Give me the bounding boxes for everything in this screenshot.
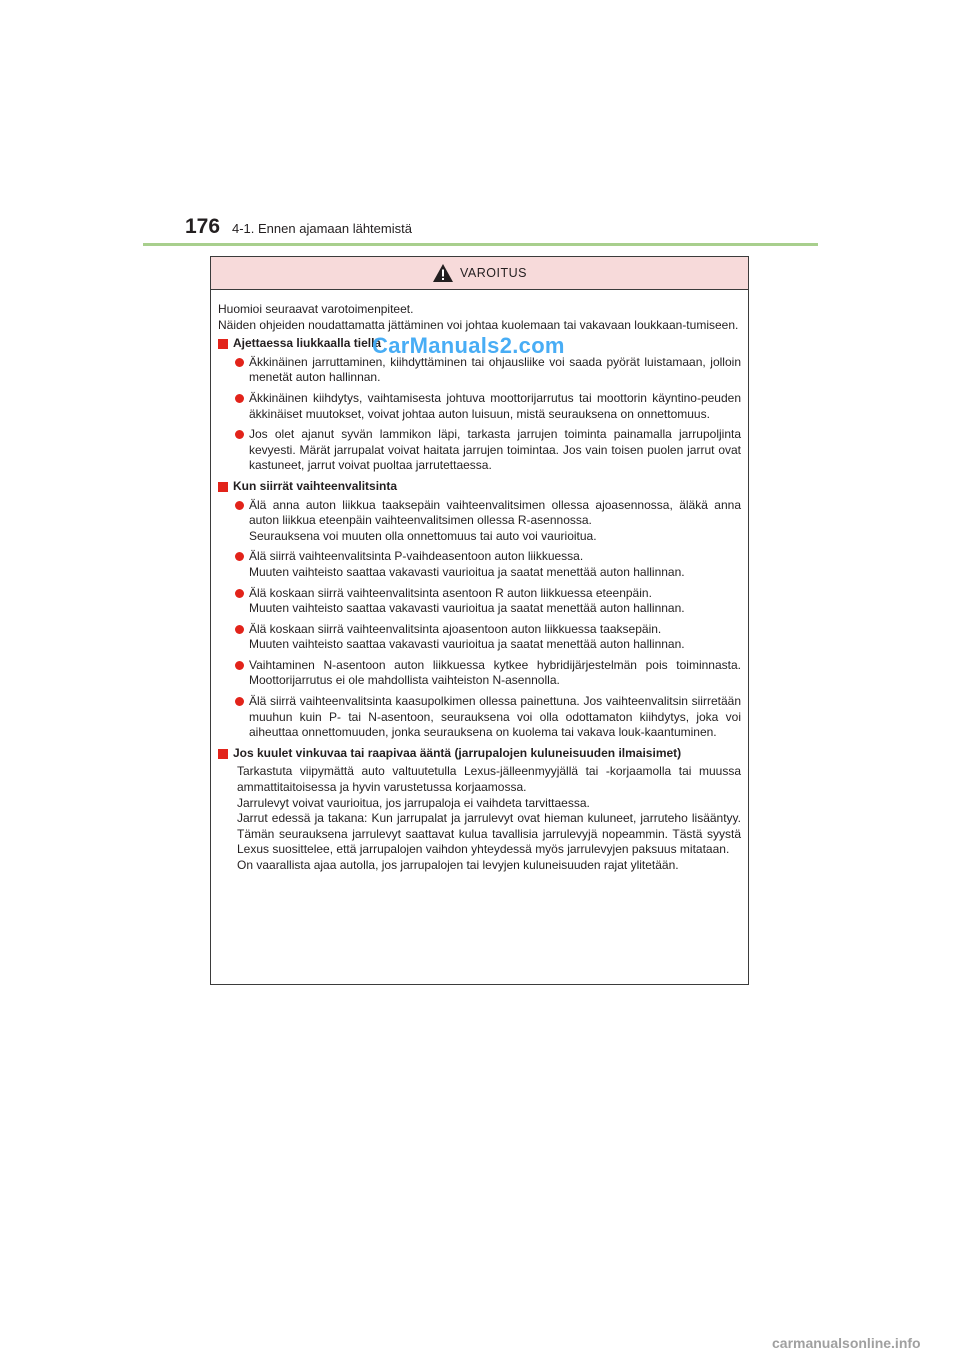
warning-box (210, 256, 749, 985)
header-rule (143, 243, 818, 246)
red-bullet-icon (235, 661, 244, 670)
page-number: 176 (185, 215, 221, 238)
bullet-item: Vaihtaminen N-asentoon auton liikkuessa kytkee hybridijärjestelmän pois toiminnasta. Moottorijarrutus ei ole mahdollista vaihteiston N-asennolla. (218, 658, 741, 689)
red-bullet-icon (235, 501, 244, 510)
red-square-icon (218, 482, 228, 492)
bullet-item: Jos olet ajanut syvän lammikon läpi, tarkasta jarrujen toiminta painamalla jarrupoljinta kevyesti. Märät jarrupalat voivat haitata jarrujen toimintaa. Jos vain toisen puolen jarrut ovat kastuneet, jarrut voivat puoltaa jarrutettaessa. (218, 427, 741, 474)
section-heading: Ajettaessa liukkaalla tiellä (218, 336, 741, 352)
paragraph: Tarkastuta viipymättä auto valtuutetulla Lexus-jälleenmyyjällä tai -korjaamolla tai muussa ammattitaitoisessa ja hyvin varustetussa korjaamossa. Jarrulevyt voivat vaurioitua, jos jarrupaloja ei vaihdeta tarvittaessa. (237, 764, 741, 810)
watermark-logo: CarManuals2.com (372, 333, 565, 358)
red-bullet-icon (235, 697, 244, 706)
section-title: 4-1. Ennen ajamaan lähtemistä (232, 221, 412, 236)
red-bullet-icon (235, 625, 244, 634)
warning-body (211, 290, 748, 874)
bullet-item: Älä siirrä vaihteenvalitsinta kaasupolkimen ollessa painettuna. Jos vaihteenvalitsin siirretään muuhun kuin P- tai N-asentoon, seurauksena voi olla odottamaton kiihdytys, joka voi aiheuttaa onnettomuuden, jonka seurauksena on kuolema tai vakava louk-kaantuminen. (218, 694, 741, 741)
bullet-item: Älä siirrä vaihteenvalitsinta P-vaihdeasentoon auton liikkuessa. Muuten vaihteisto saattaa vakavasti vaurioitua ja saatat menettää auton hallinnan. (218, 549, 741, 580)
intro-line-2: Näiden ohjeiden noudattamatta jättäminen voi johtaa kuolemaan tai vakavaan loukkaan-tumiseen. (218, 317, 739, 332)
warning-title: VAROITUS (460, 266, 527, 280)
red-bullet-icon (235, 394, 244, 403)
red-bullet-icon (235, 589, 244, 598)
intro-line-1: Huomioi seuraavat varotoimenpiteet. (218, 302, 414, 316)
red-bullet-icon (235, 552, 244, 561)
bullet-item: Älä koskaan siirrä vaihteenvalitsinta asentoon R auton liikkuessa eteenpäin. Muuten vaihteisto saattaa vakavasti vaurioitua ja saatat menettää auton hallinnan. (218, 586, 741, 617)
bullet-item: Älä koskaan siirrä vaihteenvalitsinta ajoasentoon auton liikkuessa taaksepäin. Muuten vaihteisto saattaa vakavasti vaurioitua ja saatat menettää auton hallinnan. (218, 622, 741, 653)
bullet-item: Äkkinäinen kiihdytys, vaihtamisesta johtuva moottorijarrutus tai moottorin käyntino-peuden äkkinäiset muutokset, voivat johtaa auton luisuun, mistä seurauksena on onnettomuus. (218, 391, 741, 422)
bullet-item: Älä anna auton liikkua taaksepäin vaihteenvalitsimen ollessa ajoasennossa, äläkä anna auton liikkua eteenpäin vaihteenvalitsimen ollessa R-asennossa. Seurauksena voi muuten olla onnettomuus tai auto voi vaurioitua. (218, 498, 741, 545)
section-heading: Kun siirrät vaihteenvalitsinta (218, 479, 741, 495)
red-bullet-icon (235, 358, 244, 367)
red-square-icon (218, 339, 228, 349)
warning-triangle-icon (432, 263, 454, 283)
section-heading: Jos kuulet vinkuvaa tai raapivaa ääntä (jarrupalojen kuluneisuuden ilmaisimet) (218, 746, 741, 762)
red-square-icon (218, 749, 228, 759)
paragraph: Jarrut edessä ja takana: Kun jarrupalat ja jarrulevyt ovat hieman kuluneet, jarruteho lisääntyy. Tämän seurauksena jarrulevyt saattavat kulua tavallisia jarrulevyjä nopeammin. Tästä syystä Lexus suosittelee, että jarrupalojen vaihdon yhteydessä myös jarrulevyjen paksuus mitataan. On vaarallista ajaa autolla, jos jarrupalojen tai levyjen kuluneisuuden rajat ylitetään. (237, 811, 741, 872)
bullet-item: Äkkinäinen jarruttaminen, kiihdyttäminen tai ohjausliike voi saada pyörät luistamaan, jolloin menetät auton hallinnan. (218, 355, 741, 386)
red-bullet-icon (235, 430, 244, 439)
footer-watermark: carmanualsonline.info (772, 1335, 921, 1351)
warning-header (211, 257, 748, 290)
